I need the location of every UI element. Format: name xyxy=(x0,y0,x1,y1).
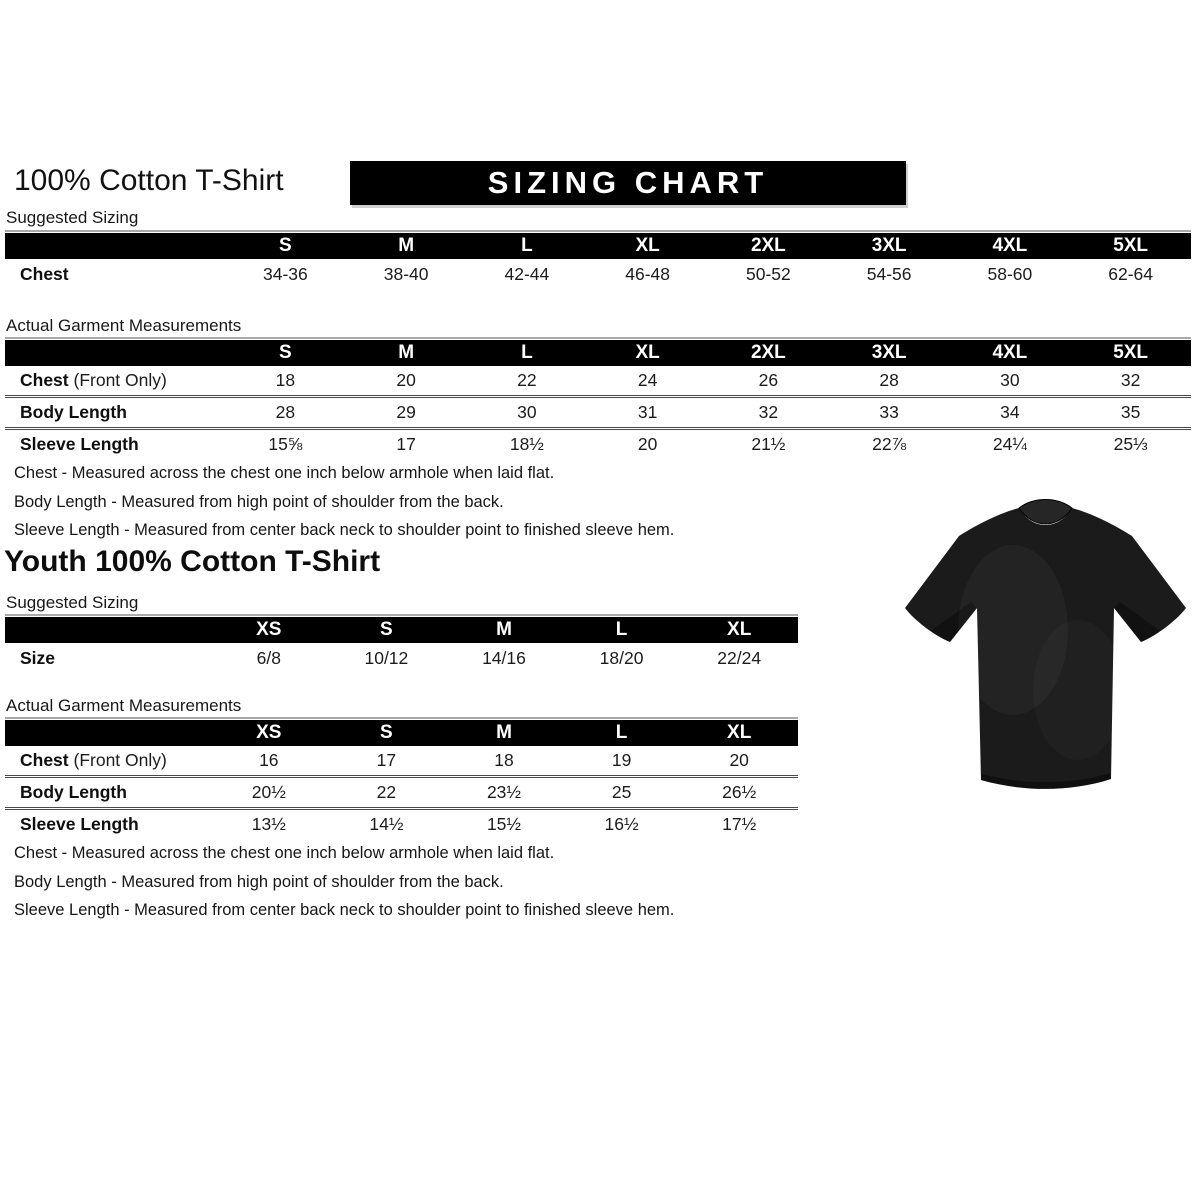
measurement-cell: 31 xyxy=(587,395,708,427)
adult-suggested-sizing-table xyxy=(5,230,1191,290)
youth-actual-heading: Actual Garment Measurements xyxy=(6,696,242,715)
youth-section-title: Youth 100% Cotton T-Shirt xyxy=(4,545,381,578)
size-column-header: 4XL xyxy=(950,339,1071,366)
measurement-cell: 58-60 xyxy=(987,264,1033,284)
size-column-header: L xyxy=(467,232,588,259)
measurement-cell: 28 xyxy=(225,395,346,427)
measurement-cell: 6/8 xyxy=(256,648,281,668)
measurement-cell: 20½ xyxy=(210,775,328,807)
adult-suggested-heading: Suggested Sizing xyxy=(6,208,139,227)
measurement-cell: 30 xyxy=(1000,370,1020,390)
header-row xyxy=(5,616,798,643)
size-column-header: 2XL xyxy=(708,232,829,259)
row-label-header xyxy=(5,719,210,746)
row-label: Chest (Front Only) xyxy=(20,750,167,770)
youth-suggested-heading: Suggested Sizing xyxy=(6,593,139,612)
table-row xyxy=(5,427,1191,459)
table-row xyxy=(5,775,798,807)
note-sleeve-length: Sleeve Length - Measured from center back neck to shoulder point to finished sleeve hem. xyxy=(14,901,675,919)
size-column-header: XS xyxy=(210,616,328,643)
measurement-cell: 21½ xyxy=(708,427,829,459)
header-row xyxy=(5,719,798,746)
measurement-cell: 10/12 xyxy=(364,648,409,668)
measurement-cell: 20 xyxy=(729,750,749,770)
size-column-header: M xyxy=(346,232,467,259)
header-row xyxy=(5,339,1191,366)
sizing-chart-banner: SIZING CHART xyxy=(350,161,906,205)
page-title: 100% Cotton T-Shirt xyxy=(14,164,284,197)
row-label-header xyxy=(5,232,225,259)
size-column-header: S xyxy=(225,339,346,366)
row-label-header xyxy=(5,616,210,643)
size-column-header: 2XL xyxy=(708,339,829,366)
measurement-cell: 20 xyxy=(587,427,708,459)
note-body-length: Body Length - Measured from high point of shoulder from the back. xyxy=(14,872,504,891)
row-label: Sleeve Length xyxy=(5,427,225,459)
measurement-cell: 62-64 xyxy=(1108,264,1153,284)
size-column-header: XL xyxy=(587,232,708,259)
measurement-cell: 22 xyxy=(517,370,537,390)
measurement-cell: 54-56 xyxy=(866,264,912,284)
measurement-cell: 13½ xyxy=(210,807,328,839)
youth-suggested-sizing-table xyxy=(5,614,798,674)
measurement-cell: 22/24 xyxy=(717,648,762,668)
size-column-header: M xyxy=(445,616,563,643)
size-column-header: 3XL xyxy=(829,232,950,259)
table-row xyxy=(5,807,798,839)
size-column-header: L xyxy=(467,339,588,366)
measurement-cell: 33 xyxy=(829,395,950,427)
size-column-header: M xyxy=(445,719,563,746)
row-label: Sleeve Length xyxy=(5,807,210,839)
note-chest: Chest - Measured across the chest one inch below armhole when laid flat. xyxy=(14,464,555,482)
measurement-cell: 15½ xyxy=(445,807,563,839)
size-column-header: 5XL xyxy=(1070,232,1191,259)
note-chest: Chest - Measured across the chest one inch below armhole when laid flat. xyxy=(14,844,555,862)
measurement-cell: 25 xyxy=(563,775,681,807)
measurement-cell: 42-44 xyxy=(504,264,550,284)
size-column-header: XS xyxy=(210,719,328,746)
measurement-cell: 26 xyxy=(758,370,779,390)
measurement-cell: 16½ xyxy=(563,807,681,839)
size-column-header: 4XL xyxy=(950,232,1071,259)
measurement-cell: 23½ xyxy=(445,775,563,807)
tshirt-illustration xyxy=(893,490,1199,795)
adult-measurement-notes xyxy=(14,459,804,545)
table-row xyxy=(5,746,798,775)
measurement-cell: 25⅓ xyxy=(1070,427,1191,459)
size-column-header: 5XL xyxy=(1070,339,1191,366)
note-body-length: Body Length - Measured from high point of shoulder from the back. xyxy=(14,492,504,511)
measurement-cell: 32 xyxy=(708,395,829,427)
table-row xyxy=(5,643,798,674)
measurement-cell: 18/20 xyxy=(599,648,644,668)
table-row xyxy=(5,366,1191,395)
measurement-cell: 28 xyxy=(879,370,899,390)
size-column-header: L xyxy=(563,616,681,643)
size-table xyxy=(5,337,1191,459)
size-column-header: S xyxy=(328,719,446,746)
youth-measurement-notes xyxy=(14,839,804,925)
measurement-cell: 17 xyxy=(346,427,467,459)
row-label: Body Length xyxy=(5,775,210,807)
size-column-header: L xyxy=(563,719,681,746)
measurement-cell: 34-36 xyxy=(262,264,308,284)
row-label: Size xyxy=(20,648,56,668)
measurement-cell: 24¼ xyxy=(950,427,1071,459)
measurement-cell: 30 xyxy=(467,395,588,427)
size-column-header: S xyxy=(225,232,346,259)
header-row xyxy=(5,232,1191,259)
measurement-cell: 26½ xyxy=(680,775,798,807)
size-column-header: XL xyxy=(587,339,708,366)
measurement-cell: 16 xyxy=(259,750,279,770)
measurement-cell: 15⅝ xyxy=(225,427,346,459)
size-table xyxy=(5,717,798,839)
measurement-cell: 18½ xyxy=(467,427,588,459)
size-column-header: XL xyxy=(680,719,798,746)
measurement-cell: 22 xyxy=(328,775,446,807)
adult-actual-heading: Actual Garment Measurements xyxy=(6,316,242,335)
measurement-cell: 22⅞ xyxy=(829,427,950,459)
measurement-cell: 34 xyxy=(950,395,1071,427)
measurement-cell: 38-40 xyxy=(383,264,429,284)
measurement-cell: 35 xyxy=(1070,395,1191,427)
row-label: Chest (Front Only) xyxy=(20,370,167,390)
adult-garment-measurements-table xyxy=(5,337,1191,459)
size-table xyxy=(5,230,1191,290)
row-label: Chest xyxy=(20,264,69,284)
measurement-cell: 29 xyxy=(346,395,467,427)
measurement-cell: 20 xyxy=(396,370,416,390)
measurement-cell: 24 xyxy=(637,370,658,390)
note-sleeve-length: Sleeve Length - Measured from center back neck to shoulder point to finished sleeve hem. xyxy=(14,521,675,539)
size-column-header: S xyxy=(328,616,446,643)
measurement-cell: 46-48 xyxy=(625,264,670,284)
table-row xyxy=(5,259,1191,290)
measurement-cell: 17 xyxy=(376,750,397,770)
measurement-cell: 32 xyxy=(1120,370,1141,390)
measurement-cell: 17½ xyxy=(680,807,798,839)
black-tshirt-image xyxy=(893,490,1199,798)
size-column-header: 3XL xyxy=(829,339,950,366)
measurement-cell: 18 xyxy=(275,370,296,390)
measurement-cell: 18 xyxy=(494,750,514,770)
table-row xyxy=(5,395,1191,427)
measurement-cell: 14/16 xyxy=(482,648,526,668)
youth-garment-measurements-table xyxy=(5,717,798,839)
measurement-cell: 19 xyxy=(611,750,632,770)
size-column-header: M xyxy=(346,339,467,366)
row-label: Body Length xyxy=(5,395,225,427)
measurement-cell: 50-52 xyxy=(745,264,791,284)
row-label-header xyxy=(5,339,225,366)
size-table xyxy=(5,614,798,674)
size-column-header: XL xyxy=(680,616,798,643)
measurement-cell: 14½ xyxy=(328,807,446,839)
